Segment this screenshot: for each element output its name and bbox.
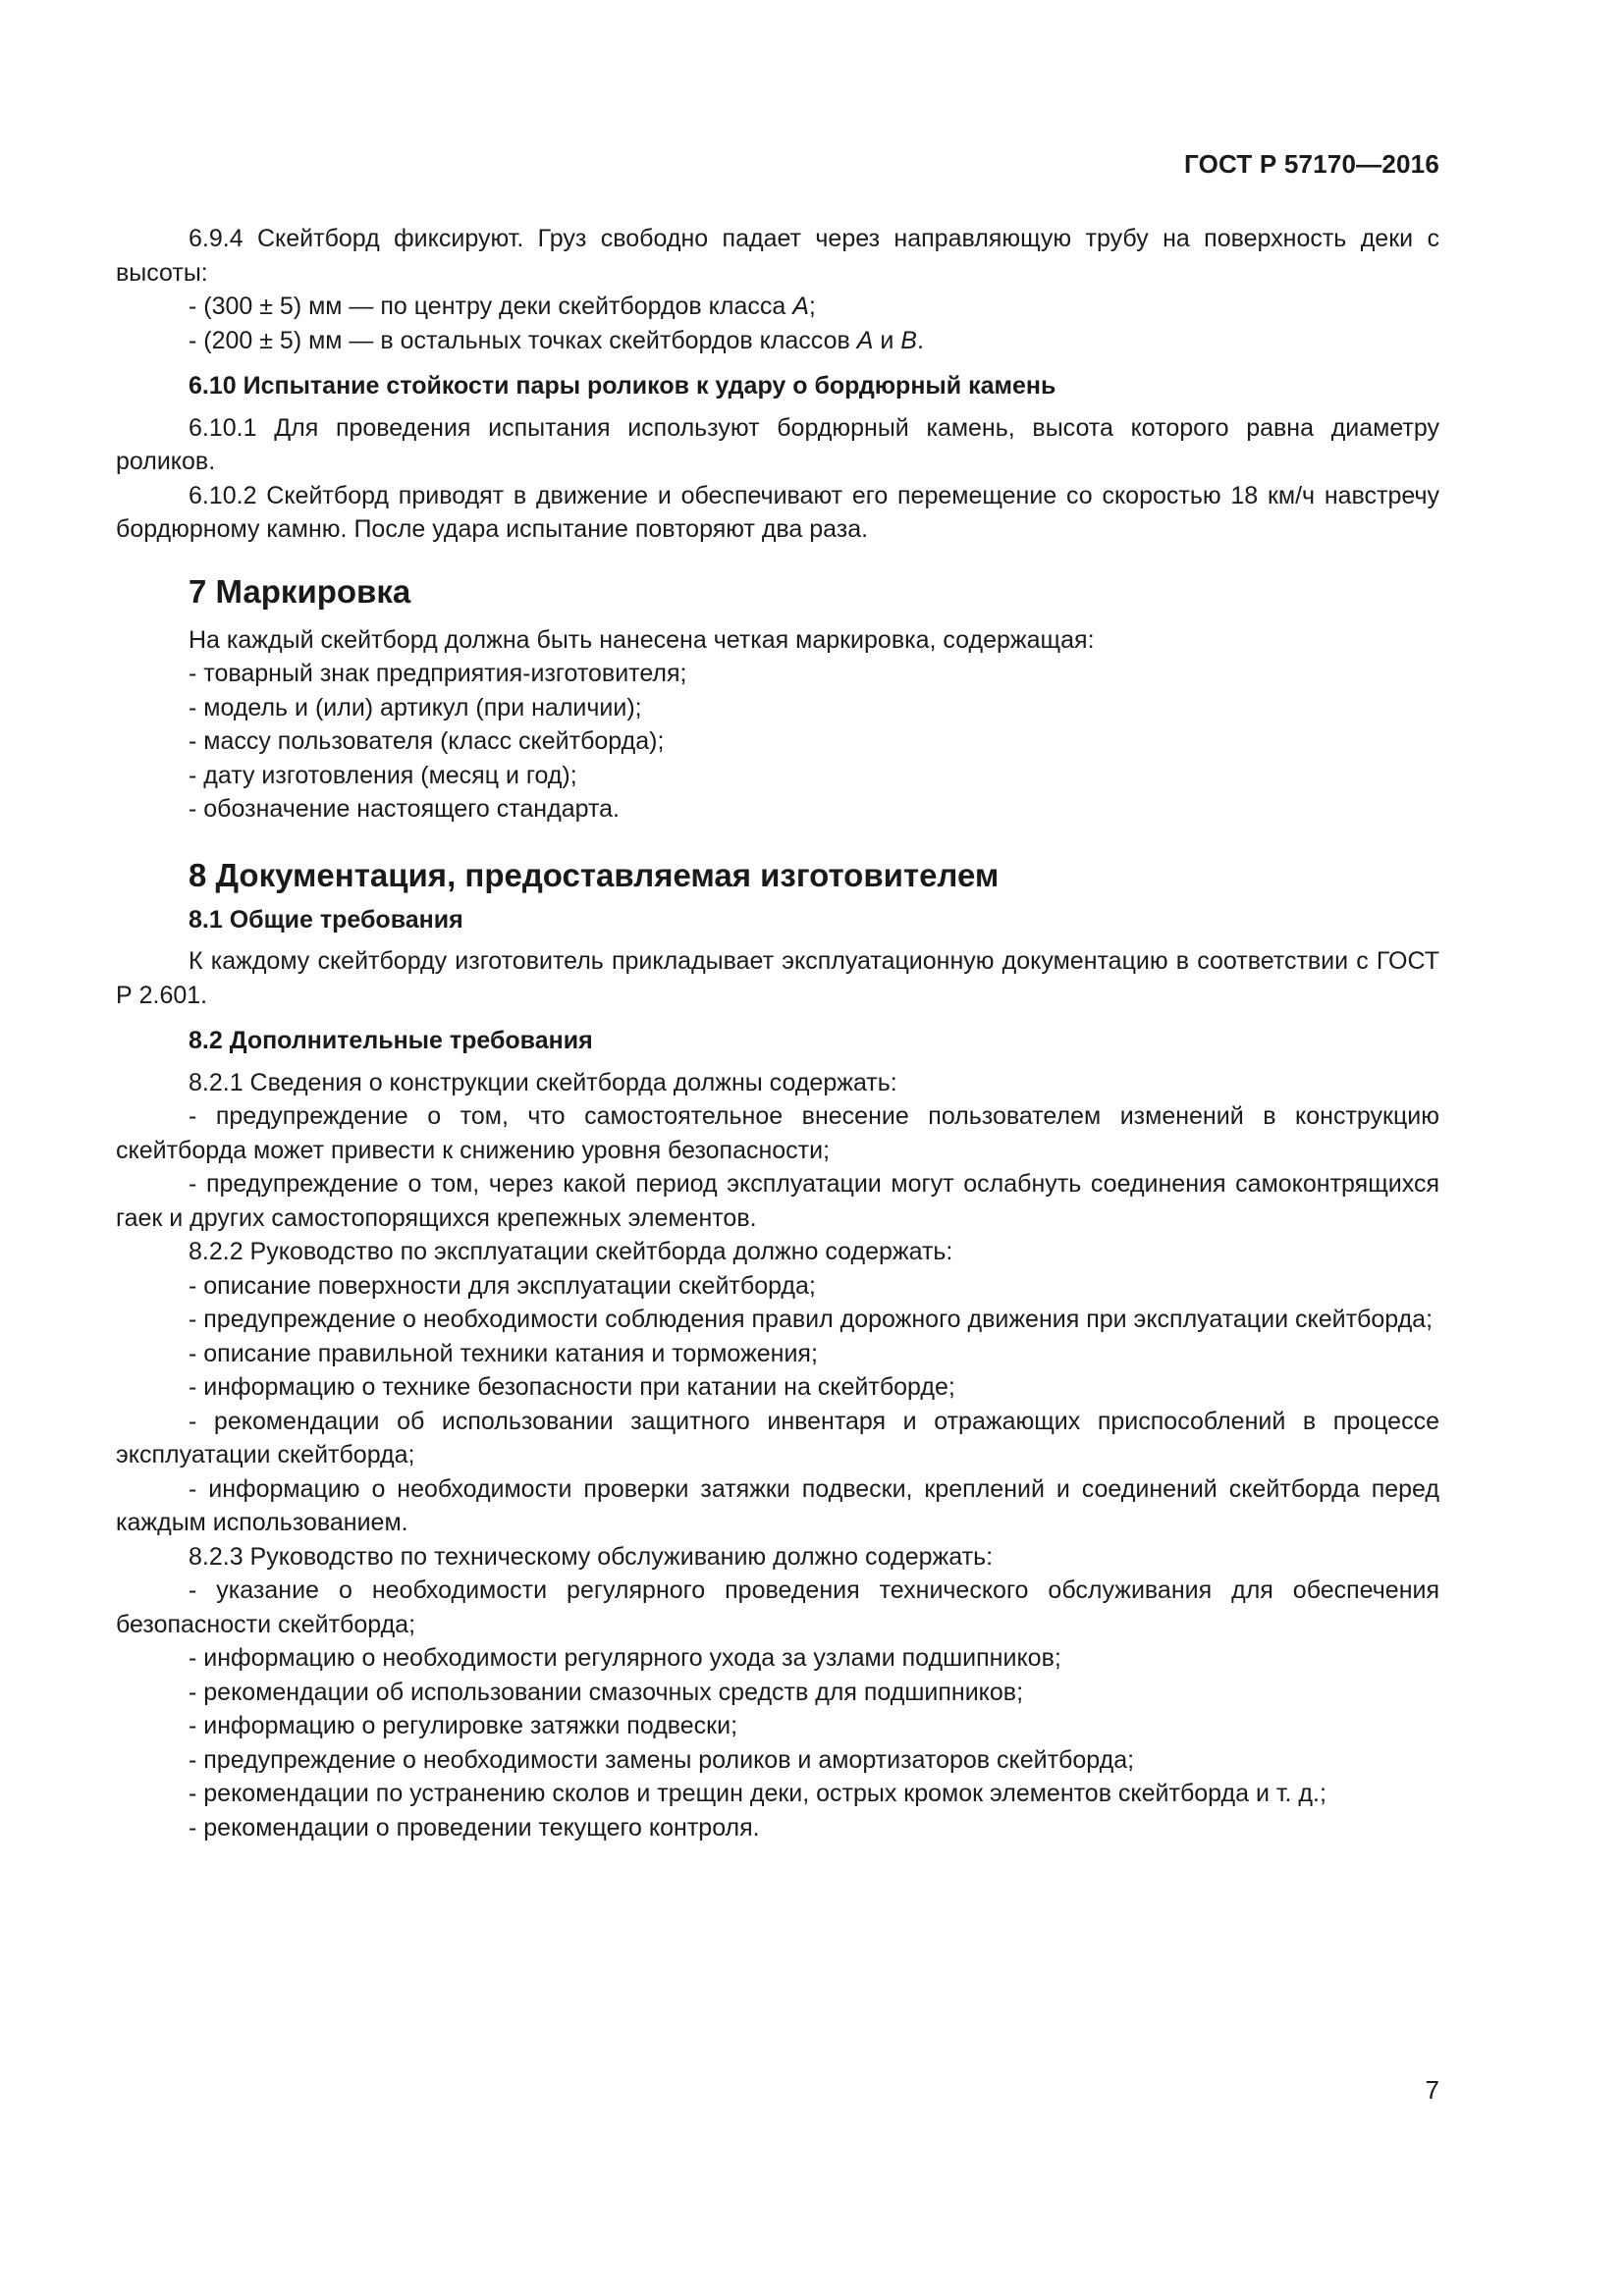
list-item: - рекомендации об использовании защитного инвентаря и отражающих приспособлений в процессе эксплуатации скейтборда; [116, 1407, 1439, 1468]
list-item: - информацию о технике безопасности при катании на скейтборде; [189, 1373, 955, 1401]
class-label: А [792, 293, 809, 320]
item-text: - (300 ± 5) мм — по центру деки скейтбордов класса [189, 293, 793, 320]
page-number: 7 [1425, 2075, 1439, 2105]
list-item: - обозначение настоящего стандарта. [189, 795, 620, 823]
list-item [116, 290, 1439, 324]
para-8-2-3: 8.2.3 Руководство по техническому обслуживанию должно содержать: [189, 1542, 994, 1571]
list-8-2-2 [116, 1269, 1439, 1540]
item-end: . [916, 326, 924, 354]
list-item: - модель и (или) артикул (при наличии); [189, 693, 642, 721]
heading-8-2: 8.2 Дополнительные требования [189, 1027, 593, 1054]
list-item: - информацию о регулировке затяжки подвески; [189, 1712, 738, 1739]
para-6-10-1: 6.10.1 Для проведения испытания используют бордюрный камень, высота которого равна диаметру роликов. [116, 413, 1439, 475]
list-item: - массу пользователя (класс скейтборда); [189, 727, 665, 755]
list-item [116, 324, 1439, 358]
heading-8-1: 8.1 Общие требования [189, 905, 463, 934]
list-item: - описание поверхности для эксплуатации скейтборда; [189, 1271, 816, 1300]
list-item: - рекомендации об использовании смазочных средств для подшипников; [189, 1678, 1024, 1706]
list-item: - предупреждение о необходимости замены роликов и амортизаторов скейтборда; [189, 1745, 1135, 1774]
list-item: - товарный знак предприятия-изготовителя; [189, 660, 687, 687]
list-item: - рекомендации о проведении текущего контроля. [189, 1813, 760, 1842]
list-item: - информацию о необходимости проверки затяжки подвески, креплений и соединений скейтборда перед каждым использованием. [116, 1474, 1439, 1536]
list-item: - рекомендации по устранению сколов и трещин деки, острых кромок элементов скейтборда и т. д.; [189, 1780, 1326, 1807]
heading-section-7: 7 Маркировка [189, 572, 411, 610]
item-text: - (200 ± 5) мм — в остальных точках скейтбордов классов [189, 326, 857, 354]
item-end: ; [808, 293, 816, 320]
para-8-2-1: 8.2.1 Сведения о конструкции скейтборда должны содержать: [189, 1068, 897, 1096]
list-item: - предупреждение о том, что самостоятельное внесение пользователем изменений в конструкцию скейтборда может привести к снижению уровня безопасности; [116, 1102, 1439, 1164]
document-code: ГОСТ Р 57170—2016 [1184, 149, 1439, 179]
para-8-2-2: 8.2.2 Руководство по эксплуатации скейтборда должно содержать: [189, 1238, 953, 1265]
page-content [116, 222, 1439, 1844]
heading-6-10: 6.10 Испытание стойкости пары роликов к удару о бордюрный камень [189, 372, 1056, 400]
class-label: В [900, 326, 917, 354]
list-item: - дату изготовления (месяц и год); [189, 761, 577, 789]
list-8-2-3 [116, 1574, 1439, 1844]
class-label: А [856, 326, 874, 354]
list-item: - описание правильной техники катания и торможения; [189, 1339, 818, 1367]
list-item: - указание о необходимости регулярного проведения технического обслуживания для обеспечения безопасности скейтборда; [116, 1576, 1439, 1638]
para-7-intro: На каждый скейтборд должна быть нанесена четкая маркировка, содержащая: [189, 625, 1095, 654]
list-item: - информацию о необходимости регулярного ухода за узлами подшипников; [189, 1644, 1061, 1672]
list-item: - предупреждение о необходимости соблюдения правил дорожного движения при эксплуатации скейтборда; [189, 1306, 1434, 1333]
para-6-10-2: 6.10.2 Скейтборд приводят в движение и обеспечивают его перемещение со скоростью 18 км/ч навстречу бордюрному камню. После удара испытание повторяют два раза. [116, 481, 1439, 543]
list-item: - предупреждение о том, через какой период эксплуатации могут ослабнуть соединения самоконтрящихся гаек и других самостопорящихся крепежных элементов. [116, 1170, 1439, 1232]
para-8-1: К каждому скейтборду изготовитель прикладывает эксплуатационную документацию в соответствии с ГОСТ Р 2.601. [116, 947, 1439, 1009]
item-conj: и [873, 326, 901, 354]
marking-list [116, 657, 1439, 827]
para-6-9-4: 6.9.4 Скейтборд фиксируют. Груз свободно падает через направляющую трубу на поверхность деки с высоты: [116, 225, 1439, 287]
list-8-2-1 [116, 1099, 1439, 1235]
heading-section-8: 8 Документация, предоставляемая изготовителем [189, 856, 1000, 893]
